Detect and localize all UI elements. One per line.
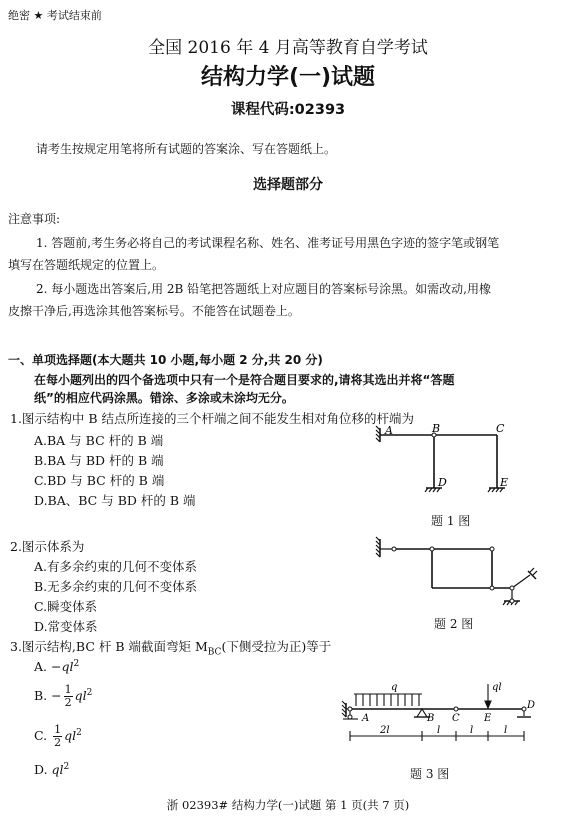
q3-option-c-label: C. [34,728,48,743]
q1-option-b: B.BA 与 BD 杆的 B 端 [34,453,164,468]
q2-figure [372,535,542,611]
q3-option-b-exp: 2 [86,687,93,698]
q3-load-q: q [391,682,398,693]
q2-option-b: B.无多余约束的几何不变体系 [34,579,198,594]
q3-stem-subscript: BC [207,647,222,658]
q3-dim-2: l [437,725,441,736]
section-title: 选择题部分 [253,177,323,193]
q3-option-c-fraction [53,724,62,749]
q3-option-d-exp: 2 [63,762,70,772]
q3-option-c-ql: ql [64,728,77,743]
q3-option-d-label: D. [34,762,48,778]
exam-title: 全国 2016 年 4 月高等教育自学考试 [148,38,428,58]
page-footer: 浙 02393# 结构力学(一)试题 第 1 页(共 7 页) [166,798,410,812]
q3-dim-3: l [470,725,474,736]
q3-label-a: A [362,713,370,724]
q2-option-a: A.有多余约束的几何不变体系 [34,559,198,574]
note1-line1: 1. 答题前,考生务必将自己的考试课程名称、姓名、准考证号用黑色字迹的签字笔或钢笔 [36,236,500,250]
notice-label: 注意事项: [8,212,61,226]
q3-option-a-exp: 2 [73,659,80,669]
q3-load-ql: ql [492,682,502,693]
q3-label-e: E [484,713,492,724]
q3-option-d-value: ql [51,762,64,778]
q3-option-c-exp: 2 [76,727,82,738]
q1-label-a: A [385,424,393,437]
paper-title: 结构力学(一)试题 [200,65,376,90]
q3-option-b-den: 2 [64,696,72,709]
q3-option-c [34,724,82,749]
q1-figure [370,424,530,510]
q3-stem-tail: (下侧受拉为正)等于 [221,639,332,654]
note1-line2: 填写在答题纸规定的位置上。 [8,258,165,272]
confidential-label: 绝密 ★ 考试结束前 [8,9,102,22]
q3-option-b-ql: ql [74,688,87,703]
q3-dim-4: l [504,725,508,736]
q3-stem-text: 3.图示结构,BC 杆 B 端截面弯矩 M [10,639,208,654]
q3-caption: 题 3 图 [410,767,450,781]
q3-label-b: B [427,713,435,724]
q3-option-b [34,684,92,709]
q2-stem: 2.图示体系为 [10,539,85,554]
part1-desc-line2: 纸”的相应代码涂黑。错涂、多涂或未涂均无分。 [34,391,294,405]
note2-line1: 2. 每小题选出答案后,用 2B 铅笔把答题纸上对应题目的答案标号涂黑。如需改动,用橡 [36,282,491,296]
q3-label-c: C [452,713,460,724]
q3-option-b-num: 1 [64,683,72,696]
q1-label-c: C [496,424,505,435]
q1-label-d: D [438,476,447,489]
q3-option-a-label: A. [34,659,48,675]
q2-caption: 题 2 图 [434,617,474,631]
q1-label-b: B [432,424,441,435]
q3-figure [336,676,546,752]
q3-option-c-den: 2 [54,736,62,749]
q1-option-c: C.BD 与 BC 杆的 B 端 [34,473,165,488]
q3-stem [10,637,331,658]
q3-option-a-value: −ql [51,659,74,675]
intro-text: 请考生按规定用笔将所有试题的答案涂、写在答题纸上。 [36,142,337,156]
q3-label-d: D [527,700,536,711]
q3-dim-1: 2l [380,725,390,736]
q3-option-a [34,659,79,674]
q1-label-e: E [500,476,509,489]
q3-option-d [34,762,69,777]
q2-option-d: D.常变体系 [34,619,98,634]
note2-line2: 皮擦干净后,再选涂其他答案标号。不能答在试题卷上。 [8,304,300,318]
q1-caption: 题 1 图 [431,514,471,528]
q3-option-b-label: B. [34,688,48,703]
q1-stem: 1.图示结构中 B 结点所连接的三个杆端之间不能发生相对角位移的杆端为 [10,411,415,426]
part1-title: 一、单项选择题(本大题共 10 小题,每小题 2 分,共 20 分) [8,353,323,367]
q2-option-c: C.瞬变体系 [34,599,98,614]
course-code: 课程代码:02393 [230,102,346,118]
q3-option-b-fraction [64,684,73,709]
part1-desc-line1: 在每小题列出的四个备选项中只有一个是符合题目要求的,请将其选出并将“答题 [34,373,455,387]
q3-option-c-num: 1 [54,723,62,736]
q1-option-a: A.BA 与 BC 杆的 B 端 [34,433,164,448]
q3-option-b-sign: − [51,688,62,703]
q1-option-d: D.BA、BC 与 BD 杆的 B 端 [34,493,196,508]
